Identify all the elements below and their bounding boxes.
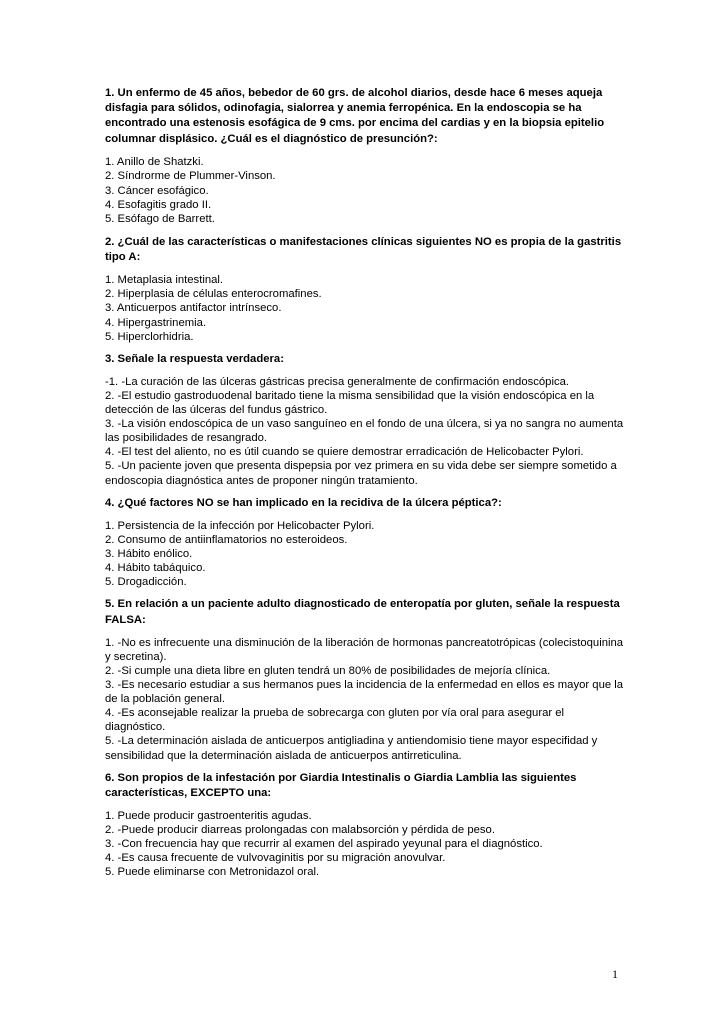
answer-option: 1. Anillo de Shatzki. — [105, 155, 204, 168]
question-text: 5. En relación a un paciente adulto diagnosticado de enteropatía por gluten, señale la respuesta FALSA: — [105, 598, 620, 626]
answer-option: 2. -Si cumple una dieta libre en gluten tendrá un 80% de posibilidades de mejoría clínica. — [105, 664, 551, 677]
question-text: 4. ¿Qué factores NO se han implicado en la recidiva de la úlcera péptica?: — [105, 496, 502, 509]
answer-option: 5. -La determinación aislada de anticuerpos antigliadina y antiendomisio tiene mayor especifidad y sensibilidad que la determinación aislada de anticuerpos antirreticulina. — [105, 735, 598, 762]
answer-option: 5. Esófago de Barrett. — [105, 213, 215, 226]
answer-options — [105, 519, 627, 589]
answer-option: -1. -La curación de las úlceras gástricas precisa generalmente de confirmación endoscópica. — [105, 375, 570, 388]
answer-option: 1. -No es infrecuente una disminución de la liberación de hormonas pancreatotrópicas (colecistoquinina y secretina). — [105, 636, 624, 663]
question-text: 1. Un enfermo de 45 años, bebedor de 60 grs. de alcohol diarios, desde hace 6 meses aqueja disfagia para sólidos, odinofagia, sialorrea y anemia ferropénica. En la endoscopia se ha encontrado una estenosis esofágica de 9 cms. por encima del cardias y en la biopsia epitelio columnar displásico. ¿Cuál es el diagnóstico de presunción?: — [105, 87, 605, 145]
answer-option: 2. Síndrorme de Plummer-Vinson. — [105, 170, 276, 183]
question-block — [105, 352, 627, 488]
answer-option: 5. Drogadicción. — [105, 576, 187, 589]
answer-option: 4. Hábito tabáquico. — [105, 562, 206, 575]
answer-option: 5. -Un paciente joven que presenta dispepsia por vez primera en su vida debe ser siempre sometido a endoscopia diagnóstica antes de proponer ningún tratamiento. — [105, 460, 617, 487]
answer-options — [105, 273, 627, 343]
answer-options — [105, 809, 627, 879]
answer-option: 4. -El test del aliento, no es útil cuando se quiere demostrar erradicación de Helicobacter Pylori. — [105, 446, 584, 459]
question-block — [105, 235, 627, 344]
question-text: 6. Son propios de la infestación por Giardia Intestinalis o Giardia Lamblia las siguientes características, EXCEPTO una: — [105, 771, 577, 799]
answer-option: 2. Consumo de antiinflamatorios no esteroideos. — [105, 533, 348, 546]
answer-option: 5. Puede eliminarse con Metronidazol oral. — [105, 866, 320, 879]
answer-option: 3. -Con frecuencia hay que recurrir al examen del aspirado yeyunal para el diagnóstico. — [105, 838, 543, 851]
answer-option: 3. -Es necesario estudiar a sus hermanos pues la incidencia de la enfermedad en ellos es mayor que la de la población general. — [105, 679, 624, 706]
answer-option: 2. -Puede producir diarreas prolongadas con malabsorción y pérdida de peso. — [105, 824, 495, 837]
answer-option: 1. Puede producir gastroenteritis agudas. — [105, 810, 312, 822]
answer-option: 2. Hiperplasia de células enterocromafines. — [105, 288, 322, 301]
answer-option: 5. Hiperclorhidria. — [105, 330, 194, 343]
question-block — [105, 771, 627, 880]
question-text: 3. Señale la respuesta verdadera: — [105, 352, 284, 365]
answer-option: 4. -Es aconsejable realizar la prueba de sobrecarga con gluten por vía oral para asegurar el diagnóstico. — [105, 707, 565, 734]
answer-options — [105, 375, 627, 488]
page-number: 1 — [612, 967, 618, 981]
answer-options — [105, 636, 627, 763]
question-text: 2. ¿Cuál de las características o manifestaciones clínicas siguientes NO es propia de la gastritis tipo A: — [105, 235, 622, 264]
question-block — [105, 597, 627, 762]
question-block — [105, 86, 627, 227]
question-block — [105, 496, 627, 590]
answer-option: 3. Cáncer esofágico. — [105, 184, 209, 197]
answer-option: 2. -El estudio gastroduodenal baritado tiene la misma sensibilidad que la visión endoscópica en la detección de las úlceras del fundus gástrico. — [105, 390, 595, 417]
answer-option: 1. Persistencia de la infección por Helicobacter Pylori. — [105, 519, 375, 532]
answer-option: 4. Esofagitis grado II. — [105, 199, 212, 212]
answer-option: 1. Metaplasia intestinal. — [105, 274, 224, 287]
answer-option: 3. -La visión endoscópica de un vaso sanguíneo en el fondo de una úlcera, si ya no sangra no aumenta las posibilidades de resangrado. — [105, 418, 624, 445]
answer-option: 4. -Es causa frecuente de vulvovaginitis por su migración anovulvar. — [105, 852, 446, 865]
answer-options — [105, 155, 627, 227]
answer-option: 3. Hábito enólico. — [105, 548, 193, 561]
answer-option: 4. Hipergastrinemia. — [105, 316, 207, 329]
answer-option: 3. Anticuerpos antifactor intrínseco. — [105, 302, 282, 315]
document-page — [105, 86, 627, 887]
